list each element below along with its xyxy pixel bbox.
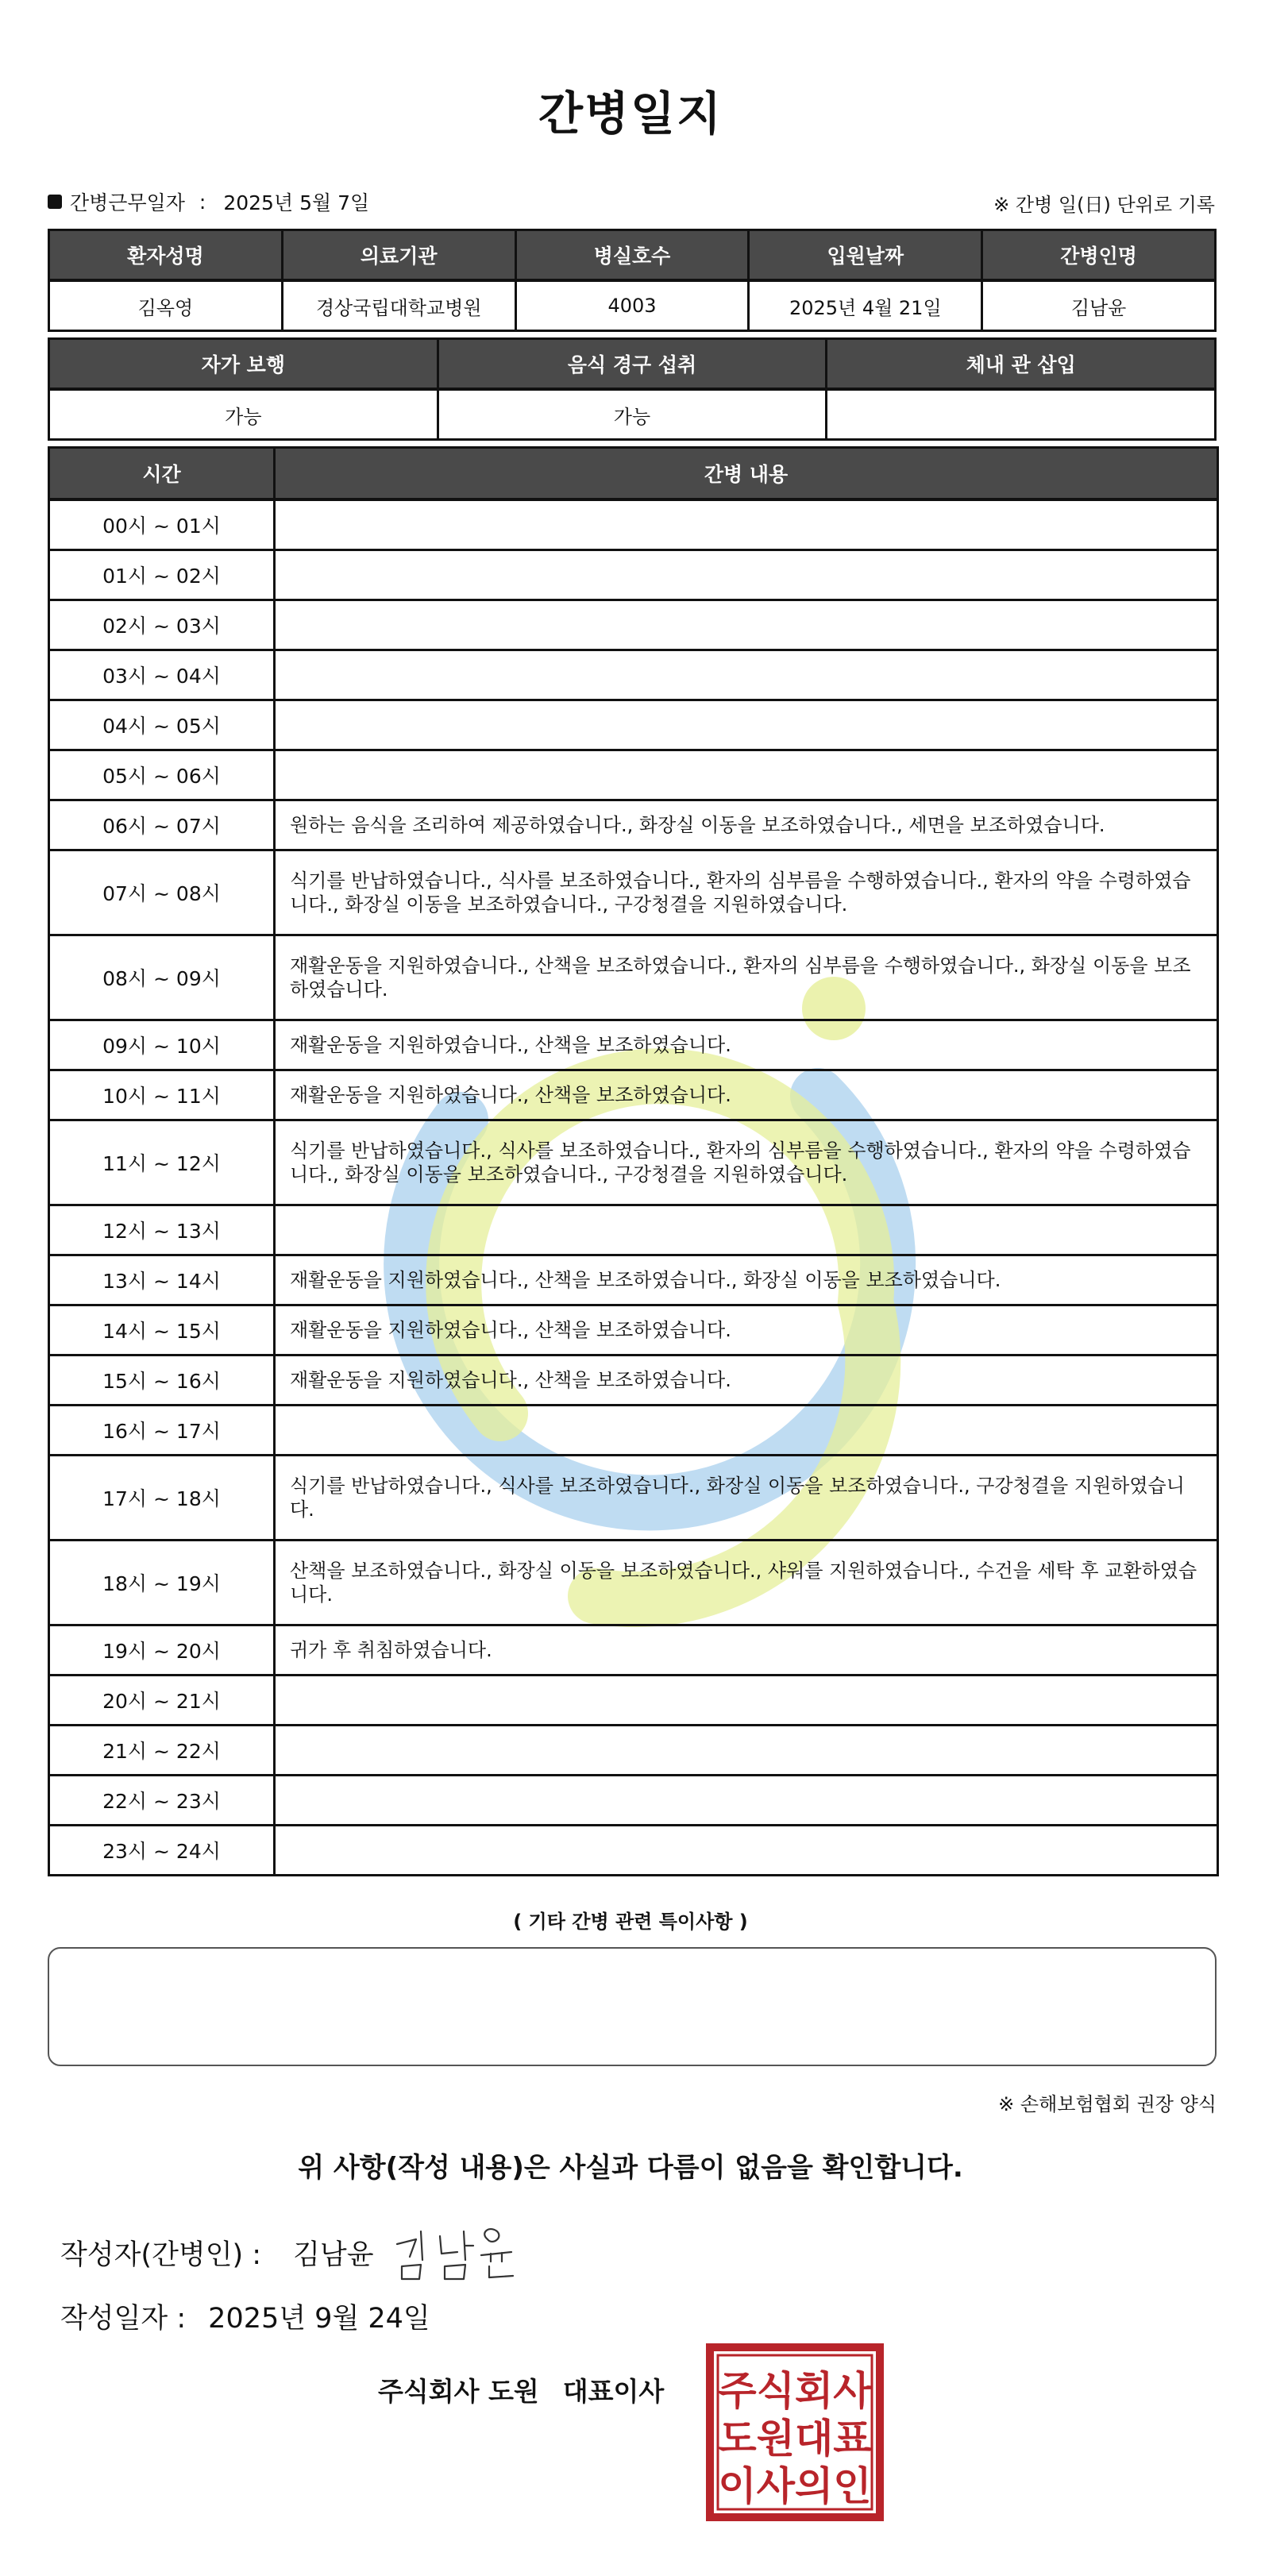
recommend-note: ※ 손해보험협회 권장 양식 bbox=[998, 2093, 1217, 2115]
table-row bbox=[49, 1625, 1218, 1676]
handwritten-signature bbox=[392, 2215, 535, 2287]
table-row bbox=[49, 700, 1218, 750]
care-content bbox=[275, 1406, 1218, 1456]
time-slot: 02시 ~ 03시 bbox=[49, 600, 275, 650]
seal-line: 이사의인 bbox=[718, 2463, 872, 2509]
care-content: 산책을 보조하였습니다., 화장실 이동을 보조하였습니다., 샤워를 지원하였습니다., 수건을 세탁 후 교환하였습니다. bbox=[275, 1541, 1218, 1625]
special-notes-title: ( 기타 간병 관련 특이사항 ) bbox=[513, 1911, 748, 1933]
company-line bbox=[378, 2371, 664, 2408]
time-slot: 20시 ~ 21시 bbox=[49, 1676, 275, 1726]
time-slot: 09시 ~ 10시 bbox=[49, 1020, 275, 1070]
header-room-number: 병실호수 bbox=[515, 230, 749, 281]
seal-line: 도원대표 bbox=[718, 2416, 872, 2462]
care-content bbox=[275, 700, 1218, 750]
header-tube-insertion: 체내 관 삽입 bbox=[827, 339, 1216, 390]
time-slot: 11시 ~ 12시 bbox=[49, 1120, 275, 1205]
written-date-line bbox=[60, 2296, 430, 2336]
work-date-label: 간병근무일자 bbox=[70, 191, 185, 214]
admission-date: 2025년 4월 21일 bbox=[749, 280, 982, 331]
written-date-label: 작성일자 : bbox=[60, 2303, 187, 2335]
time-slot: 06시 ~ 07시 bbox=[49, 800, 275, 850]
time-slot: 04시 ~ 05시 bbox=[49, 700, 275, 750]
care-content bbox=[275, 499, 1218, 550]
unit-note: ※ 간병 일(日) 단위로 기록 bbox=[993, 194, 1215, 216]
table-row bbox=[49, 800, 1218, 850]
patient-info-table bbox=[48, 229, 1217, 332]
time-slot: 01시 ~ 02시 bbox=[49, 550, 275, 600]
table-row bbox=[49, 280, 1216, 331]
time-slot: 17시 ~ 18시 bbox=[49, 1456, 275, 1541]
table-header-row bbox=[49, 230, 1216, 281]
room-number: 4003 bbox=[515, 280, 749, 331]
care-content bbox=[275, 1676, 1218, 1726]
care-content: 재활운동을 지원하였습니다., 산책을 보조하였습니다., 환자의 심부름을 수행하였습니다., 화장실 이동을 보조하였습니다. bbox=[275, 935, 1218, 1020]
table-row bbox=[49, 1205, 1218, 1255]
table-row bbox=[49, 1020, 1218, 1070]
care-content: 재활운동을 지원하였습니다., 산책을 보조하였습니다. bbox=[275, 1355, 1218, 1406]
time-slot: 05시 ~ 06시 bbox=[49, 750, 275, 800]
work-date bbox=[48, 187, 369, 216]
care-content bbox=[275, 550, 1218, 600]
table-row bbox=[49, 1355, 1218, 1406]
care-content: 재활운동을 지원하였습니다., 산책을 보조하였습니다., 화장실 이동을 보조하였습니다. bbox=[275, 1255, 1218, 1305]
writer-label: 작성자(간병인) : bbox=[60, 2239, 262, 2271]
table-row bbox=[49, 850, 1218, 935]
time-slot: 16시 ~ 17시 bbox=[49, 1406, 275, 1456]
time-slot: 00시 ~ 01시 bbox=[49, 499, 275, 550]
header-hospital: 의료기관 bbox=[282, 230, 515, 281]
time-slot: 19시 ~ 20시 bbox=[49, 1625, 275, 1676]
company-name: 주식회사 도원 bbox=[378, 2376, 539, 2407]
header-care-content: 간병 내용 bbox=[275, 448, 1218, 500]
care-content: 재활운동을 지원하였습니다., 산책을 보조하였습니다. bbox=[275, 1070, 1218, 1120]
care-content bbox=[275, 750, 1218, 800]
time-slot: 18시 ~ 19시 bbox=[49, 1541, 275, 1625]
table-header-row bbox=[49, 339, 1216, 390]
table-row bbox=[49, 935, 1218, 1020]
care-content bbox=[275, 1776, 1218, 1826]
hospital-name: 경상국립대학교병원 bbox=[282, 280, 515, 331]
header-patient-name: 환자성명 bbox=[49, 230, 283, 281]
table-row bbox=[49, 650, 1218, 700]
special-notes-box bbox=[48, 1947, 1217, 2066]
care-log-table bbox=[48, 446, 1219, 1876]
table-row bbox=[49, 1406, 1218, 1456]
writer-line bbox=[60, 2233, 374, 2273]
time-slot: 12시 ~ 13시 bbox=[49, 1205, 275, 1255]
table-row bbox=[49, 750, 1218, 800]
header-self-walking: 자가 보행 bbox=[49, 339, 438, 390]
tube-insertion-value bbox=[827, 389, 1216, 440]
oral-intake-value: 가능 bbox=[438, 389, 827, 440]
header-time: 시간 bbox=[49, 448, 275, 500]
time-slot: 14시 ~ 15시 bbox=[49, 1305, 275, 1355]
time-slot: 23시 ~ 24시 bbox=[49, 1826, 275, 1876]
table-header-row bbox=[49, 448, 1218, 500]
time-slot: 07시 ~ 08시 bbox=[49, 850, 275, 935]
document-title: 간병일지 bbox=[538, 87, 723, 141]
care-content bbox=[275, 650, 1218, 700]
company-seal bbox=[705, 2343, 885, 2522]
table-row bbox=[49, 1305, 1218, 1355]
time-slot: 03시 ~ 04시 bbox=[49, 650, 275, 700]
table-row bbox=[49, 1776, 1218, 1826]
table-row bbox=[49, 600, 1218, 650]
care-content bbox=[275, 1826, 1218, 1876]
header-caregiver-name: 간병인명 bbox=[982, 230, 1216, 281]
self-walking-value: 가능 bbox=[49, 389, 438, 440]
time-slot: 10시 ~ 11시 bbox=[49, 1070, 275, 1120]
table-row bbox=[49, 499, 1218, 550]
patient-name: 김옥영 bbox=[49, 280, 283, 331]
care-content: 식기를 반납하였습니다., 식사를 보조하였습니다., 환자의 심부름을 수행하였습니다., 환자의 약을 수령하였습니다., 화장실 이동을 보조하였습니다., 구강청결을 지원하였습니다. bbox=[275, 1120, 1218, 1205]
bullet-square-icon bbox=[48, 195, 62, 209]
care-content bbox=[275, 1205, 1218, 1255]
time-slot: 15시 ~ 16시 bbox=[49, 1355, 275, 1406]
table-row bbox=[49, 1120, 1218, 1205]
table-row bbox=[49, 1826, 1218, 1876]
caregiver-name: 김남윤 bbox=[982, 280, 1216, 331]
time-slot: 21시 ~ 22시 bbox=[49, 1726, 275, 1776]
time-slot: 22시 ~ 23시 bbox=[49, 1776, 275, 1826]
seal-line: 주식회사 bbox=[718, 2368, 872, 2414]
table-row bbox=[49, 550, 1218, 600]
work-date-separator: : bbox=[199, 190, 206, 214]
table-row bbox=[49, 1255, 1218, 1305]
header-oral-intake: 음식 경구 섭취 bbox=[438, 339, 827, 390]
care-content: 식기를 반납하였습니다., 식사를 보조하였습니다., 화장실 이동을 보조하였습니다., 구강청결을 지원하였습니다. bbox=[275, 1456, 1218, 1541]
care-content: 원하는 음식을 조리하여 제공하였습니다., 화장실 이동을 보조하였습니다., 세면을 보조하였습니다. bbox=[275, 800, 1218, 850]
table-row bbox=[49, 1070, 1218, 1120]
table-row bbox=[49, 389, 1216, 440]
patient-ability-table bbox=[48, 337, 1217, 441]
table-row bbox=[49, 1456, 1218, 1541]
ceo-label: 대표이사 bbox=[562, 2376, 665, 2407]
writer-name: 김남윤 bbox=[293, 2239, 374, 2271]
care-content: 재활운동을 지원하였습니다., 산책을 보조하였습니다. bbox=[275, 1305, 1218, 1355]
confirmation-statement: 위 사항(작성 내용)은 사실과 다름이 없음을 확인합니다. bbox=[298, 2152, 963, 2184]
written-date-value: 2025년 9월 24일 bbox=[208, 2303, 430, 2335]
care-content bbox=[275, 600, 1218, 650]
table-row bbox=[49, 1541, 1218, 1625]
header-admission-date: 입원날짜 bbox=[749, 230, 982, 281]
care-content: 귀가 후 취침하였습니다. bbox=[275, 1625, 1218, 1676]
work-date-value: 2025년 5월 7일 bbox=[223, 191, 370, 214]
care-content: 재활운동을 지원하였습니다., 산책을 보조하였습니다. bbox=[275, 1020, 1218, 1070]
table-row bbox=[49, 1676, 1218, 1726]
care-content: 식기를 반납하였습니다., 식사를 보조하였습니다., 환자의 심부름을 수행하였습니다., 환자의 약을 수령하였습니다., 화장실 이동을 보조하였습니다., 구강청결을 지원하였습니다. bbox=[275, 850, 1218, 935]
time-slot: 08시 ~ 09시 bbox=[49, 935, 275, 1020]
care-content bbox=[275, 1726, 1218, 1776]
time-slot: 13시 ~ 14시 bbox=[49, 1255, 275, 1305]
table-row bbox=[49, 1726, 1218, 1776]
